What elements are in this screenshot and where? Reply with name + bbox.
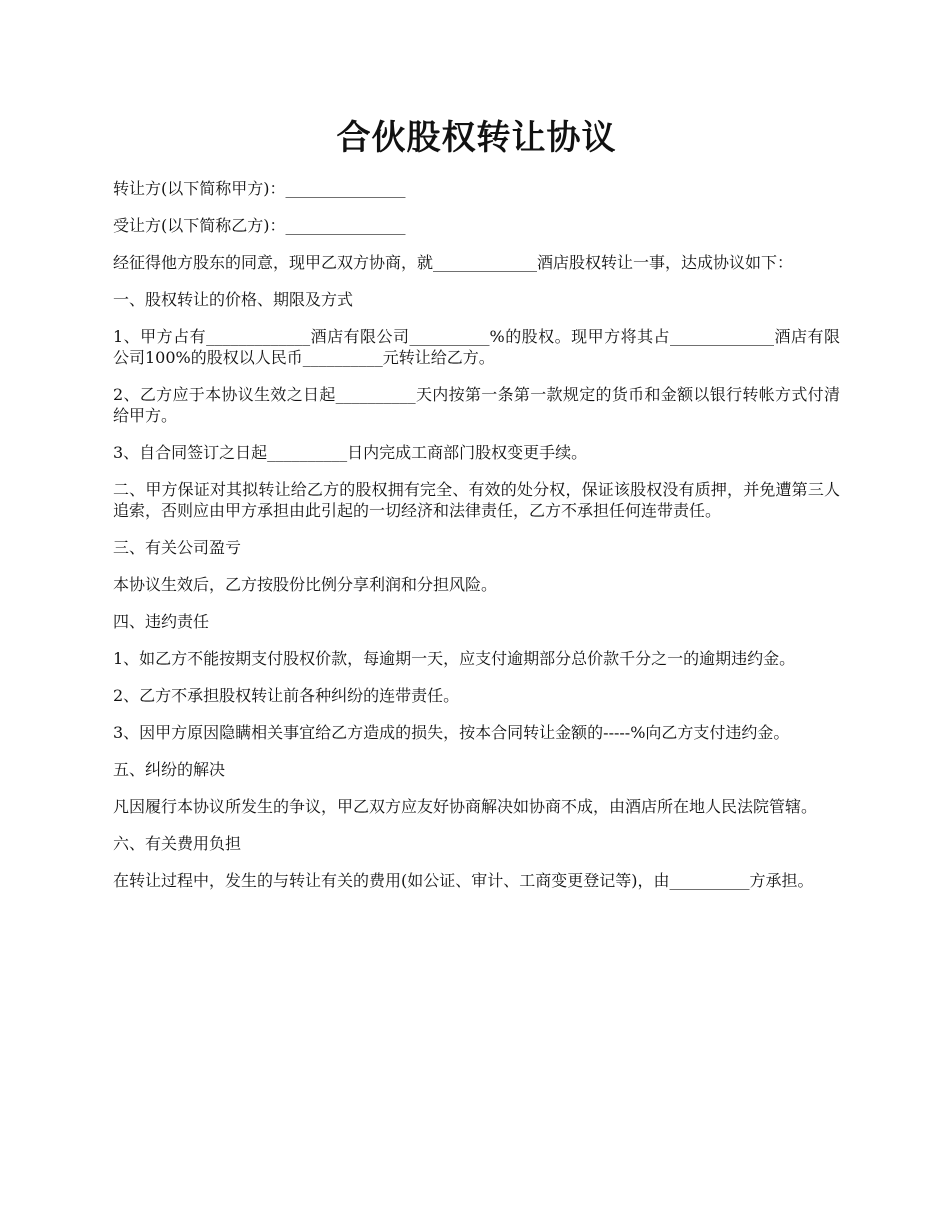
clause-4-3: 3、因甲方原因隐瞒相关事宜给乙方造成的损失，按本合同转让金额的-----%向乙方支付违约金。 <box>113 723 790 742</box>
section-6-paragraph: 在转让过程中，发生的与转让有关的费用(如公证、审计、工商变更登记等)，由__________方承担。 <box>113 871 814 890</box>
transferee-line: 受让方(以下简称乙方)：_______________ <box>113 216 406 235</box>
clause-4-2: 2、乙方不承担股权转让前各种纠纷的连带责任。 <box>113 686 460 705</box>
clause-1-1: 1、甲方占有_____________酒店有限公司__________%的股权。现甲方将其占_____________酒店有限公司100%的股权以人民币__________元转让给乙方。 <box>113 327 840 367</box>
section-heading-1: 一、股权转让的价格、期限及方式 <box>113 290 354 309</box>
section-heading-4: 四、违约责任 <box>113 612 210 631</box>
section-2-paragraph: 二、甲方保证对其拟转让给乙方的股权拥有完全、有效的处分权，保证该股权没有质押，并免遭第三人追索，否则应由甲方承担由此引起的一切经济和法律责任，乙方不承担任何连带责任。 <box>113 480 840 520</box>
transferor-line: 转让方(以下简称甲方)：_______________ <box>113 179 406 198</box>
preamble-paragraph: 经征得他方股东的同意，现甲乙双方协商，就_____________酒店股权转让一事，达成协议如下： <box>113 253 794 272</box>
clause-1-3: 3、自合同签订之日起__________日内完成工商部门股权变更手续。 <box>113 443 588 462</box>
section-heading-5: 五、纠纷的解决 <box>113 760 226 779</box>
clause-4-1: 1、如乙方不能按期支付股权价款，每逾期一天，应支付逾期部分总价款千分之一的逾期违约金。 <box>113 649 796 668</box>
section-3-paragraph: 本协议生效后，乙方按股份比例分享利润和分担风险。 <box>113 575 498 594</box>
section-heading-3: 三、有关公司盈亏 <box>113 538 242 557</box>
clause-1-2: 2、乙方应于本协议生效之日起__________天内按第一条第一款规定的货币和金额以银行转帐方式付清给甲方。 <box>113 385 840 425</box>
section-5-paragraph: 凡因履行本协议所发生的争议，甲乙双方应友好协商解决如协商不成，由酒店所在地人民法院管辖。 <box>113 797 818 816</box>
section-heading-6: 六、有关费用负担 <box>113 834 242 853</box>
document-page <box>113 112 840 907</box>
document-title: 合伙股权转让协议 <box>336 118 617 158</box>
